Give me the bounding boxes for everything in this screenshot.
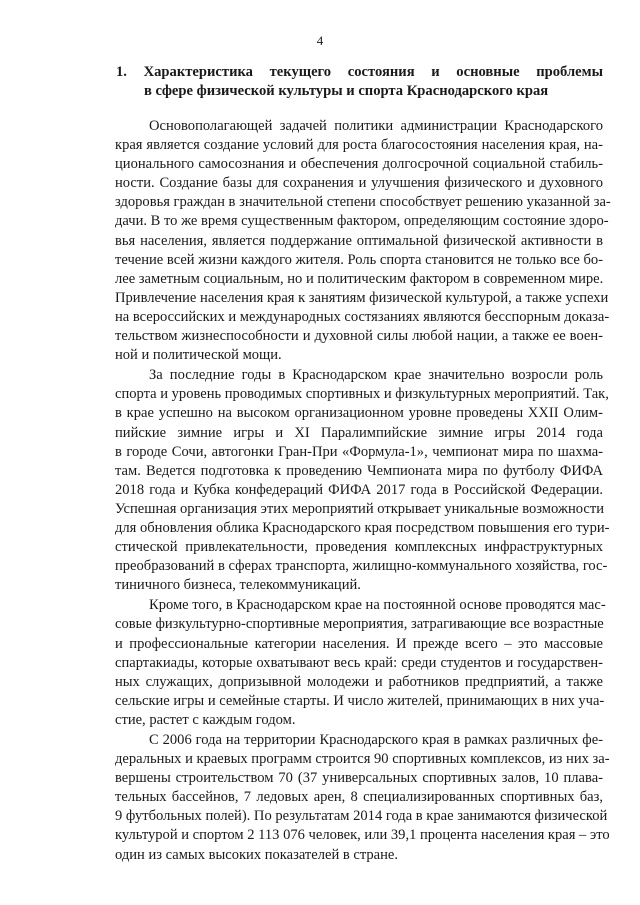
paragraph-line: 2018 года и Кубка конфедераций ФИФА 2017 года в Российской Федерации.: [115, 481, 603, 498]
section-heading: [116, 63, 603, 101]
paragraph-line: тиничного бизнеса, телекоммуникаций.: [115, 577, 361, 594]
paragraph-line: края является создание условий для роста благосостояния населения края, на-: [115, 137, 603, 154]
paragraph-line: За последние годы в Краснодарском крае значительно возросли роль: [149, 367, 603, 384]
paragraph-line: и профессиональные категории населения. И прежде всего – это массовые: [115, 635, 603, 652]
paragraph-line: один из самых высоких показателей в стране.: [115, 846, 398, 863]
paragraph-line: деральных и краевых программ строится 90 спортивных комплексов, из них за-: [115, 751, 610, 768]
paragraph-1: [115, 117, 611, 365]
paragraph-line: там. Ведется подготовка к проведению Чемпионата мира по футболу ФИФА: [115, 462, 603, 479]
body-text: [115, 117, 611, 865]
paragraph-line: Привлечение населения края к занятиям физической культурой, а также успехи: [115, 289, 609, 306]
paragraph-2: [115, 366, 610, 595]
page-number: 4: [316, 33, 324, 48]
paragraph-line: лее заметным социальным, но и политическим фактором в современном мире.: [115, 270, 604, 287]
paragraph-line: на всероссийских и международных состязаниях являются бесспорным доказа-: [115, 308, 610, 325]
paragraph-line: сельские игры и семейные старты. И число жителей, принимающих в них уча-: [115, 692, 605, 709]
paragraph-line: спартакиады, которые охватывают весь край: среди студентов и государствен-: [115, 654, 603, 671]
paragraph-line: ных служащих, допризывной молодежи и работников предприятий, а также: [115, 673, 603, 690]
paragraph-line: совые физкультурно-спортивные мероприятия, затрагивающие все возрастные: [115, 616, 604, 633]
paragraph-line: Основополагающей задачей политики администрации Краснодарского: [149, 118, 603, 134]
paragraph-line: ности. Создание базы для сохранения и улучшения физического и духовного: [115, 175, 603, 192]
paragraph-line: спорта и уровень проводимых спортивных и физкультурных мероприятий. Так,: [115, 386, 609, 403]
paragraph-line: стической привлекательности, проведения комплексных инфраструктурных: [115, 539, 603, 556]
paragraph-line: тельством жизнеспособности и духовной силы любой нации, а также ее воен-: [115, 328, 603, 345]
paragraph-3: [115, 596, 606, 730]
paragraph-line: вья населения, является поддержание оптимальной физической активности в: [115, 232, 603, 249]
paragraph-line: культурой и спортом 2 113 076 человек, или 39,1 процента населения края – это: [115, 827, 610, 844]
paragraph-line: в крае успешно на высоком организационном уровне проведены XXII Олим-: [115, 405, 603, 422]
paragraph-line: преобразований в сферах транспорта, жилищно-коммунального хозяйства, гос-: [115, 558, 608, 575]
paragraph-line: пийские зимние игры и XI Паралимпийские зимние игры 2014 года: [115, 424, 603, 441]
paragraph-line: в городе Сочи, автогонки Гран-При «Формула-1», чемпионат мира по шахма-: [115, 443, 603, 460]
paragraph-line: здоровья граждан в значительной степени способствует решению указанной за-: [115, 194, 611, 211]
paragraph-line: Успешная организация этих мероприятий открывает уникальные возможности: [115, 500, 604, 517]
paragraph-line: стие, растет с каждым годом.: [115, 711, 296, 728]
paragraph-4: [115, 731, 610, 865]
paragraph-line: тельных бассейнов, 7 ледовых арен, 8 специализированных спортивных баз,: [115, 789, 603, 806]
section-heading-line-1: 1. Характеристика текущего состояния и основные проблемы: [116, 64, 603, 80]
paragraph-line: 9 футбольных полей). По результатам 2014 года в крае занимаются физической: [115, 808, 608, 825]
paragraph-line: дачи. В то же время существенным фактором, определяющим состояние здоро-: [115, 213, 609, 230]
paragraph-line: ной и политической мощи.: [115, 347, 282, 364]
paragraph-line: вершены строительством 70 (37 универсальных спортивных залов, 10 плава-: [115, 770, 603, 787]
paragraph-line: С 2006 года на территории Краснодарского края в рамках различных фе-: [149, 732, 603, 748]
paragraph-line: для обновления облика Краснодарского края посредством повышения его тури-: [115, 519, 610, 536]
section-heading-line-2: в сфере физической культуры и спорта Краснодарского края: [144, 83, 549, 99]
paragraph-line: Кроме того, в Краснодарском крае на постоянной основе проводятся мас-: [149, 597, 606, 614]
paragraph-line: ционального самосознания и обеспечения долгосрочной социальной стабиль-: [115, 156, 603, 173]
paragraph-line: течение всей жизни каждого жителя. Роль спорта становится не только все бо-: [115, 251, 603, 268]
